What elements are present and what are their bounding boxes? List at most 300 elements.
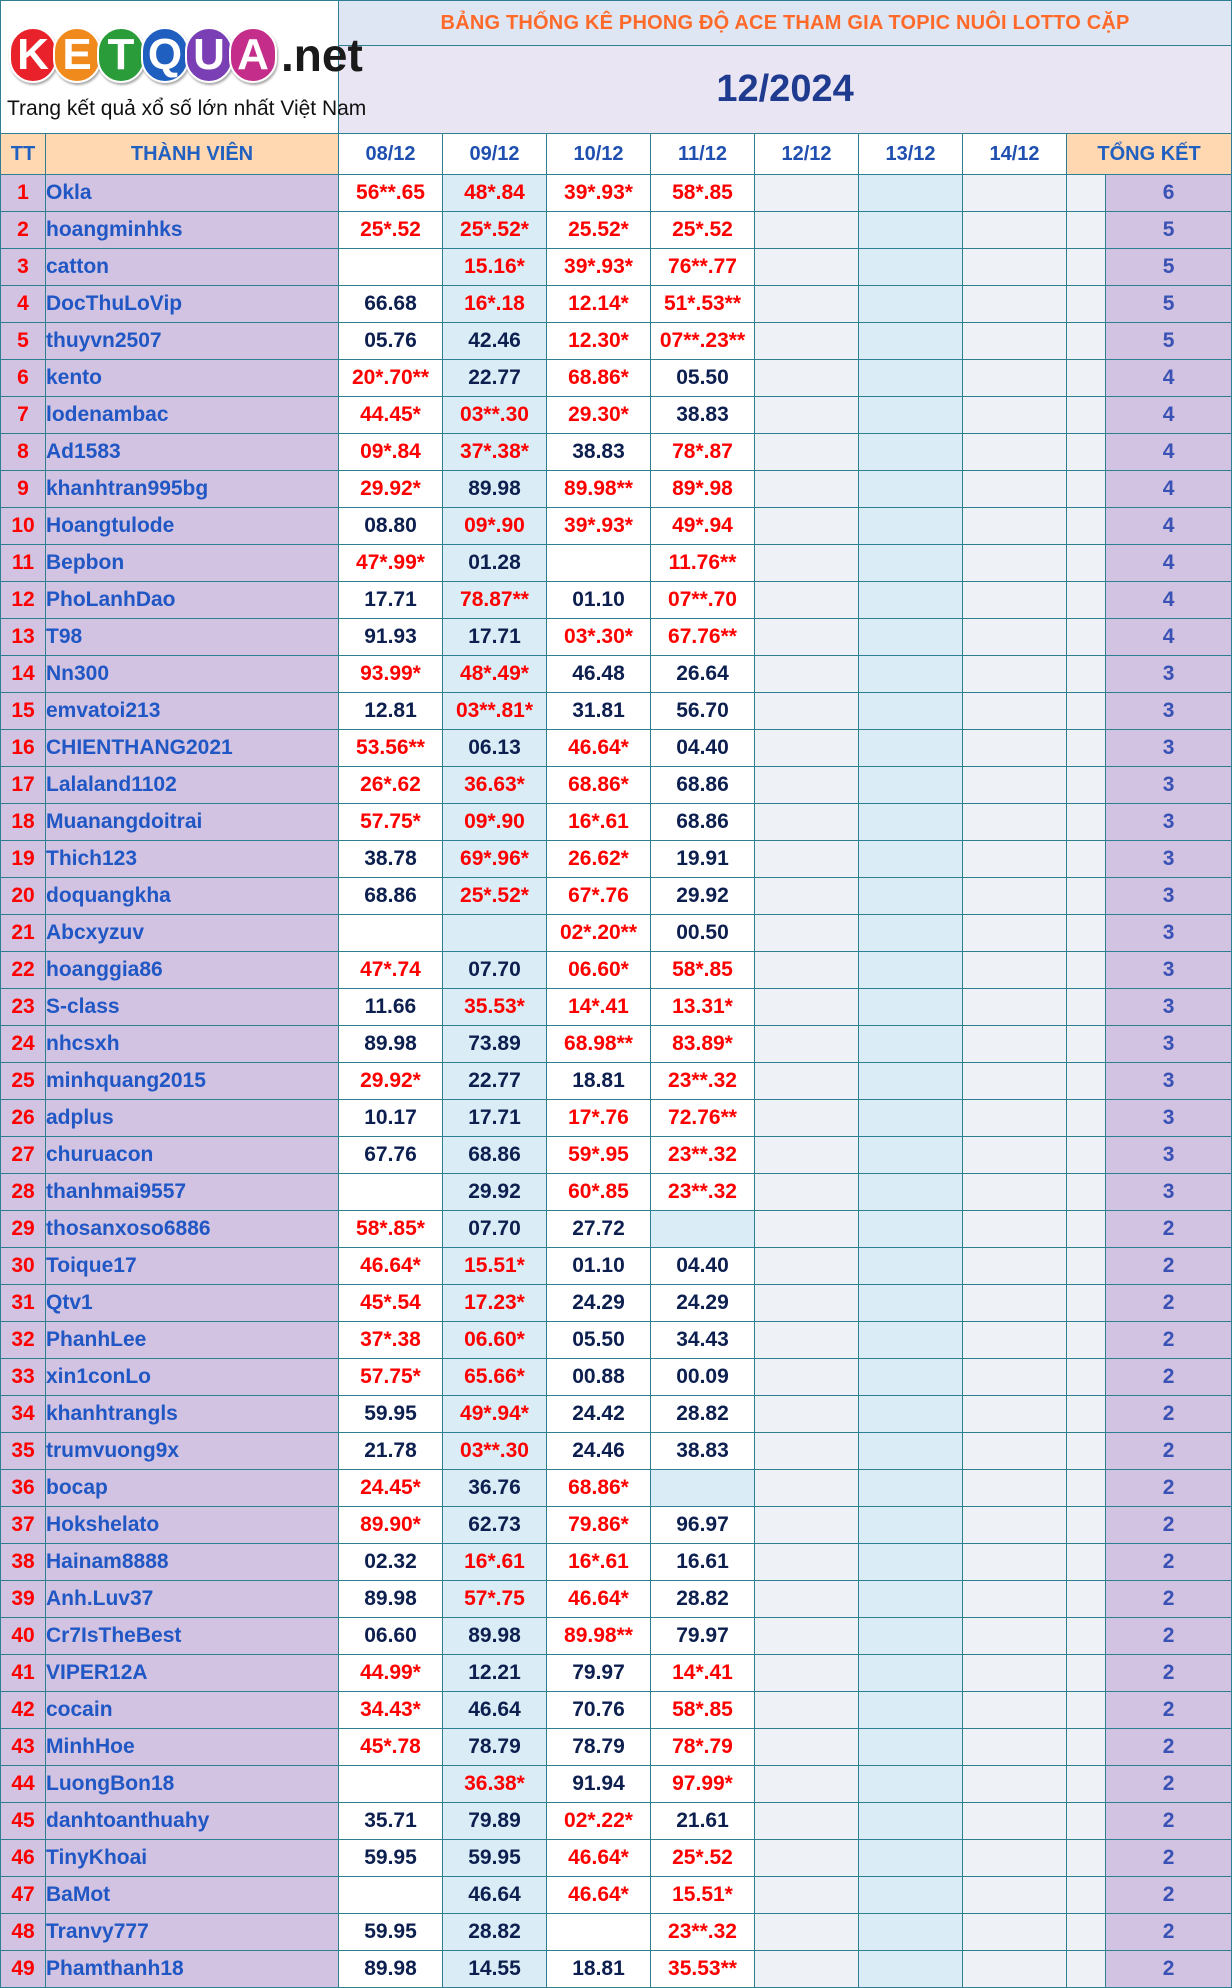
row-number: 49 [1, 1951, 46, 1988]
empty-day-cell [963, 1359, 1067, 1396]
empty-day-cell [859, 952, 963, 989]
empty-day-cell [755, 1729, 859, 1766]
score-cell: 89.98 [339, 1581, 443, 1618]
member-name: Okla [46, 175, 339, 212]
row-number: 20 [1, 878, 46, 915]
empty-day-cell [755, 1692, 859, 1729]
score-cell: 21.78 [339, 1433, 443, 1470]
member-name: Nn300 [46, 656, 339, 693]
score-cell [339, 1174, 443, 1211]
logo-letter: K [9, 27, 57, 83]
score-cell: 01.10 [547, 1248, 651, 1285]
total-spacer [1067, 841, 1106, 878]
score-cell: 15.51* [443, 1248, 547, 1285]
total-spacer [1067, 434, 1106, 471]
score-cell: 36.76 [443, 1470, 547, 1507]
empty-day-cell [963, 1396, 1067, 1433]
total-count: 4 [1106, 619, 1232, 656]
empty-day-cell [963, 730, 1067, 767]
total-count: 2 [1106, 1581, 1232, 1618]
col-header-date: 11/12 [651, 134, 755, 175]
score-cell: 53.56** [339, 730, 443, 767]
total-spacer [1067, 878, 1106, 915]
total-count: 3 [1106, 767, 1232, 804]
empty-day-cell [963, 878, 1067, 915]
score-cell: 46.64* [339, 1248, 443, 1285]
empty-day-cell [963, 693, 1067, 730]
score-cell: 05.50 [547, 1322, 651, 1359]
total-spacer [1067, 1655, 1106, 1692]
score-cell: 38.78 [339, 841, 443, 878]
logo-suffix: .net [281, 29, 363, 81]
empty-day-cell [755, 1211, 859, 1248]
empty-day-cell [963, 1063, 1067, 1100]
score-cell: 62.73 [443, 1507, 547, 1544]
score-cell: 89.98 [339, 1951, 443, 1988]
total-count: 3 [1106, 1026, 1232, 1063]
table-row [1, 1544, 1232, 1581]
score-cell: 27.72 [547, 1211, 651, 1248]
empty-day-cell [859, 1803, 963, 1840]
score-cell: 60*.85 [547, 1174, 651, 1211]
member-name: Abcxyzuv [46, 915, 339, 952]
empty-day-cell [755, 212, 859, 249]
score-cell: 78.79 [443, 1729, 547, 1766]
score-cell: 02*.20** [547, 915, 651, 952]
member-name: Tranvy777 [46, 1914, 339, 1951]
score-cell: 16*.61 [443, 1544, 547, 1581]
table-row [1, 989, 1232, 1026]
member-name: BaMot [46, 1877, 339, 1914]
row-number: 13 [1, 619, 46, 656]
row-number: 41 [1, 1655, 46, 1692]
empty-day-cell [755, 1322, 859, 1359]
total-spacer [1067, 1507, 1106, 1544]
empty-day-cell [963, 1914, 1067, 1951]
member-name: Thich123 [46, 841, 339, 878]
score-cell: 07.70 [443, 952, 547, 989]
empty-day-cell [755, 1285, 859, 1322]
empty-day-cell [755, 915, 859, 952]
score-cell: 78.87** [443, 582, 547, 619]
member-name: trumvuong9x [46, 1433, 339, 1470]
empty-day-cell [963, 656, 1067, 693]
empty-day-cell [859, 471, 963, 508]
empty-day-cell [755, 1914, 859, 1951]
member-name: lodenambac [46, 397, 339, 434]
table-row [1, 397, 1232, 434]
score-cell: 29.92* [339, 471, 443, 508]
row-number: 23 [1, 989, 46, 1026]
empty-day-cell [755, 1359, 859, 1396]
empty-day-cell [963, 286, 1067, 323]
score-cell [339, 249, 443, 286]
score-cell: 18.81 [547, 1951, 651, 1988]
empty-day-cell [963, 1285, 1067, 1322]
score-cell: 78*.87 [651, 434, 755, 471]
table-row [1, 1581, 1232, 1618]
total-count: 2 [1106, 1359, 1232, 1396]
empty-day-cell [963, 397, 1067, 434]
table-row [1, 1248, 1232, 1285]
score-cell: 16.61 [651, 1544, 755, 1581]
col-header-date: 14/12 [963, 134, 1067, 175]
total-spacer [1067, 1581, 1106, 1618]
row-number: 33 [1, 1359, 46, 1396]
row-number: 43 [1, 1729, 46, 1766]
score-cell: 14*.41 [547, 989, 651, 1026]
row-number: 10 [1, 508, 46, 545]
score-cell: 38.83 [547, 434, 651, 471]
row-number: 4 [1, 286, 46, 323]
empty-day-cell [859, 1581, 963, 1618]
col-header-total: TỔNG KẾT [1067, 134, 1232, 175]
score-cell: 67.76 [339, 1137, 443, 1174]
total-count: 4 [1106, 471, 1232, 508]
total-count: 3 [1106, 989, 1232, 1026]
empty-day-cell [963, 434, 1067, 471]
empty-day-cell [755, 989, 859, 1026]
score-cell: 34.43 [651, 1322, 755, 1359]
score-cell: 34.43* [339, 1692, 443, 1729]
score-cell: 35.53** [651, 1951, 755, 1988]
score-cell: 70.76 [547, 1692, 651, 1729]
row-number: 48 [1, 1914, 46, 1951]
score-cell: 68.86* [547, 360, 651, 397]
score-cell: 10.17 [339, 1100, 443, 1137]
empty-day-cell [859, 175, 963, 212]
row-number: 2 [1, 212, 46, 249]
empty-day-cell [963, 1433, 1067, 1470]
score-cell: 06.60* [547, 952, 651, 989]
score-cell: 39*.93* [547, 508, 651, 545]
total-spacer [1067, 175, 1106, 212]
total-spacer [1067, 397, 1106, 434]
row-number: 8 [1, 434, 46, 471]
score-cell: 25*.52 [651, 212, 755, 249]
table-row [1, 1285, 1232, 1322]
table-row [1, 1433, 1232, 1470]
table-row [1, 878, 1232, 915]
score-cell: 23**.32 [651, 1174, 755, 1211]
row-number: 27 [1, 1137, 46, 1174]
empty-day-cell [859, 730, 963, 767]
empty-day-cell [859, 1544, 963, 1581]
empty-day-cell [755, 1174, 859, 1211]
empty-day-cell [755, 1951, 859, 1988]
total-count: 2 [1106, 1507, 1232, 1544]
table-row [1, 545, 1232, 582]
empty-day-cell [859, 212, 963, 249]
empty-day-cell [755, 175, 859, 212]
empty-day-cell [859, 1655, 963, 1692]
row-number: 42 [1, 1692, 46, 1729]
score-cell: 12.14* [547, 286, 651, 323]
empty-day-cell [755, 693, 859, 730]
empty-day-cell [755, 1063, 859, 1100]
table-row [1, 1396, 1232, 1433]
row-number: 38 [1, 1544, 46, 1581]
score-cell: 18.81 [547, 1063, 651, 1100]
empty-day-cell [859, 1618, 963, 1655]
score-cell: 89.98** [547, 471, 651, 508]
empty-day-cell [963, 1951, 1067, 1988]
score-cell: 36.63* [443, 767, 547, 804]
table-row [1, 1766, 1232, 1803]
empty-day-cell [859, 693, 963, 730]
empty-day-cell [859, 841, 963, 878]
total-spacer [1067, 1729, 1106, 1766]
score-cell: 04.40 [651, 1248, 755, 1285]
score-cell: 49*.94 [651, 508, 755, 545]
empty-day-cell [859, 1026, 963, 1063]
row-number: 31 [1, 1285, 46, 1322]
score-cell: 56**.65 [339, 175, 443, 212]
empty-day-cell [963, 508, 1067, 545]
score-cell: 38.83 [651, 1433, 755, 1470]
logo-letter: T [97, 27, 145, 83]
total-spacer [1067, 1840, 1106, 1877]
member-name: Bepbon [46, 545, 339, 582]
score-cell: 46.48 [547, 656, 651, 693]
total-count: 2 [1106, 1803, 1232, 1840]
score-cell: 76**.77 [651, 249, 755, 286]
row-number: 28 [1, 1174, 46, 1211]
member-name: khanhtran995bg [46, 471, 339, 508]
score-cell: 46.64* [547, 1581, 651, 1618]
empty-day-cell [859, 1396, 963, 1433]
row-number: 22 [1, 952, 46, 989]
score-cell: 91.93 [339, 619, 443, 656]
member-name: khanhtrangls [46, 1396, 339, 1433]
score-cell: 02.32 [339, 1544, 443, 1581]
score-cell [547, 545, 651, 582]
table-row [1, 730, 1232, 767]
score-cell: 39*.93* [547, 249, 651, 286]
score-cell: 16*.18 [443, 286, 547, 323]
total-spacer [1067, 619, 1106, 656]
score-cell: 89.90* [339, 1507, 443, 1544]
empty-day-cell [755, 1470, 859, 1507]
score-cell: 59.95 [339, 1840, 443, 1877]
empty-day-cell [859, 1322, 963, 1359]
member-name: Toique17 [46, 1248, 339, 1285]
row-number: 21 [1, 915, 46, 952]
total-spacer [1067, 1877, 1106, 1914]
empty-day-cell [859, 1174, 963, 1211]
score-cell: 06.13 [443, 730, 547, 767]
score-cell: 15.16* [443, 249, 547, 286]
total-spacer [1067, 693, 1106, 730]
empty-day-cell [755, 656, 859, 693]
score-cell: 58*.85 [651, 952, 755, 989]
score-cell: 05.50 [651, 360, 755, 397]
empty-day-cell [963, 212, 1067, 249]
score-cell: 48*.84 [443, 175, 547, 212]
empty-day-cell [859, 656, 963, 693]
logo [1, 1, 367, 134]
empty-day-cell [963, 619, 1067, 656]
empty-day-cell [963, 1100, 1067, 1137]
score-cell: 24.42 [547, 1396, 651, 1433]
score-cell: 89.98 [339, 1026, 443, 1063]
member-name: thanhmai9557 [46, 1174, 339, 1211]
score-cell: 12.81 [339, 693, 443, 730]
score-cell [651, 1211, 755, 1248]
total-spacer [1067, 989, 1106, 1026]
total-spacer [1067, 804, 1106, 841]
score-cell: 24.29 [547, 1285, 651, 1322]
row-number: 15 [1, 693, 46, 730]
row-number: 35 [1, 1433, 46, 1470]
empty-day-cell [963, 323, 1067, 360]
empty-day-cell [859, 1766, 963, 1803]
total-spacer [1067, 1359, 1106, 1396]
total-spacer [1067, 1470, 1106, 1507]
score-cell: 79.89 [443, 1803, 547, 1840]
row-number: 46 [1, 1840, 46, 1877]
score-cell: 72.76** [651, 1100, 755, 1137]
empty-day-cell [859, 1359, 963, 1396]
total-spacer [1067, 1433, 1106, 1470]
total-spacer [1067, 1211, 1106, 1248]
empty-day-cell [963, 1655, 1067, 1692]
table-row [1, 582, 1232, 619]
empty-day-cell [755, 841, 859, 878]
total-count: 2 [1106, 1840, 1232, 1877]
row-number: 12 [1, 582, 46, 619]
total-count: 2 [1106, 1322, 1232, 1359]
total-count: 5 [1106, 212, 1232, 249]
score-cell: 00.09 [651, 1359, 755, 1396]
total-count: 6 [1106, 175, 1232, 212]
empty-day-cell [755, 1137, 859, 1174]
row-number: 5 [1, 323, 46, 360]
total-count: 2 [1106, 1470, 1232, 1507]
empty-day-cell [859, 1470, 963, 1507]
score-cell: 79.97 [651, 1618, 755, 1655]
total-count: 5 [1106, 286, 1232, 323]
score-cell: 46.64* [547, 1877, 651, 1914]
score-cell: 59*.95 [547, 1137, 651, 1174]
score-cell: 58*.85* [339, 1211, 443, 1248]
table-row [1, 1951, 1232, 1988]
empty-day-cell [755, 1840, 859, 1877]
score-cell: 49*.94* [443, 1396, 547, 1433]
row-number: 18 [1, 804, 46, 841]
table-row [1, 249, 1232, 286]
member-name: Anh.Luv37 [46, 1581, 339, 1618]
empty-day-cell [859, 582, 963, 619]
row-number: 6 [1, 360, 46, 397]
empty-day-cell [963, 1174, 1067, 1211]
score-cell: 89.98** [547, 1618, 651, 1655]
score-cell: 02*.22* [547, 1803, 651, 1840]
total-count: 2 [1106, 1433, 1232, 1470]
col-header-date: 12/12 [755, 134, 859, 175]
row-number: 30 [1, 1248, 46, 1285]
score-cell: 00.88 [547, 1359, 651, 1396]
empty-day-cell [963, 175, 1067, 212]
total-count: 3 [1106, 804, 1232, 841]
score-cell: 12.30* [547, 323, 651, 360]
board-title: BẢNG THỐNG KÊ PHONG ĐỘ ACE THAM GIA TOPIC NUÔI LOTTO CẶP [339, 1, 1232, 46]
score-cell: 20*.70** [339, 360, 443, 397]
total-count: 2 [1106, 1951, 1232, 1988]
empty-day-cell [963, 1581, 1067, 1618]
score-cell: 68.86* [547, 1470, 651, 1507]
member-name: LuongBon18 [46, 1766, 339, 1803]
total-spacer [1067, 582, 1106, 619]
total-count: 4 [1106, 508, 1232, 545]
empty-day-cell [755, 1803, 859, 1840]
logo-letter: A [229, 27, 277, 83]
score-cell: 25.52* [547, 212, 651, 249]
total-spacer [1067, 471, 1106, 508]
member-name: danhtoanthuahy [46, 1803, 339, 1840]
total-count: 3 [1106, 1137, 1232, 1174]
empty-day-cell [755, 360, 859, 397]
member-name: DocThuLoVip [46, 286, 339, 323]
score-cell: 28.82 [443, 1914, 547, 1951]
score-cell: 11.66 [339, 989, 443, 1026]
col-header-member: THÀNH VIÊN [46, 134, 339, 175]
score-cell [339, 1766, 443, 1803]
total-spacer [1067, 1692, 1106, 1729]
table-row [1, 508, 1232, 545]
empty-day-cell [755, 1433, 859, 1470]
empty-day-cell [755, 1507, 859, 1544]
score-cell: 44.99* [339, 1655, 443, 1692]
row-number: 9 [1, 471, 46, 508]
empty-day-cell [963, 1322, 1067, 1359]
total-count: 2 [1106, 1766, 1232, 1803]
score-cell [651, 1470, 755, 1507]
empty-day-cell [859, 767, 963, 804]
empty-day-cell [963, 1766, 1067, 1803]
total-count: 4 [1106, 397, 1232, 434]
board-month: 12/2024 [339, 46, 1232, 134]
empty-day-cell [859, 1914, 963, 1951]
table-row [1, 1174, 1232, 1211]
member-name: bocap [46, 1470, 339, 1507]
empty-day-cell [859, 508, 963, 545]
member-name: Muanangdoitrai [46, 804, 339, 841]
member-name: MinhHoe [46, 1729, 339, 1766]
score-cell: 01.10 [547, 582, 651, 619]
score-cell: 29.92 [651, 878, 755, 915]
score-cell: 23**.32 [651, 1063, 755, 1100]
score-cell: 68.86 [651, 767, 755, 804]
empty-day-cell [963, 767, 1067, 804]
total-count: 2 [1106, 1248, 1232, 1285]
row-number: 40 [1, 1618, 46, 1655]
score-cell: 07.70 [443, 1211, 547, 1248]
total-count: 3 [1106, 952, 1232, 989]
score-cell: 78*.79 [651, 1729, 755, 1766]
empty-day-cell [859, 1285, 963, 1322]
total-count: 2 [1106, 1618, 1232, 1655]
table-row [1, 619, 1232, 656]
score-cell: 67*.76 [547, 878, 651, 915]
row-number: 32 [1, 1322, 46, 1359]
empty-day-cell [859, 1951, 963, 1988]
total-spacer [1067, 1618, 1106, 1655]
table-row [1, 915, 1232, 952]
empty-day-cell [859, 1100, 963, 1137]
total-count: 4 [1106, 582, 1232, 619]
member-name: hoanggia86 [46, 952, 339, 989]
